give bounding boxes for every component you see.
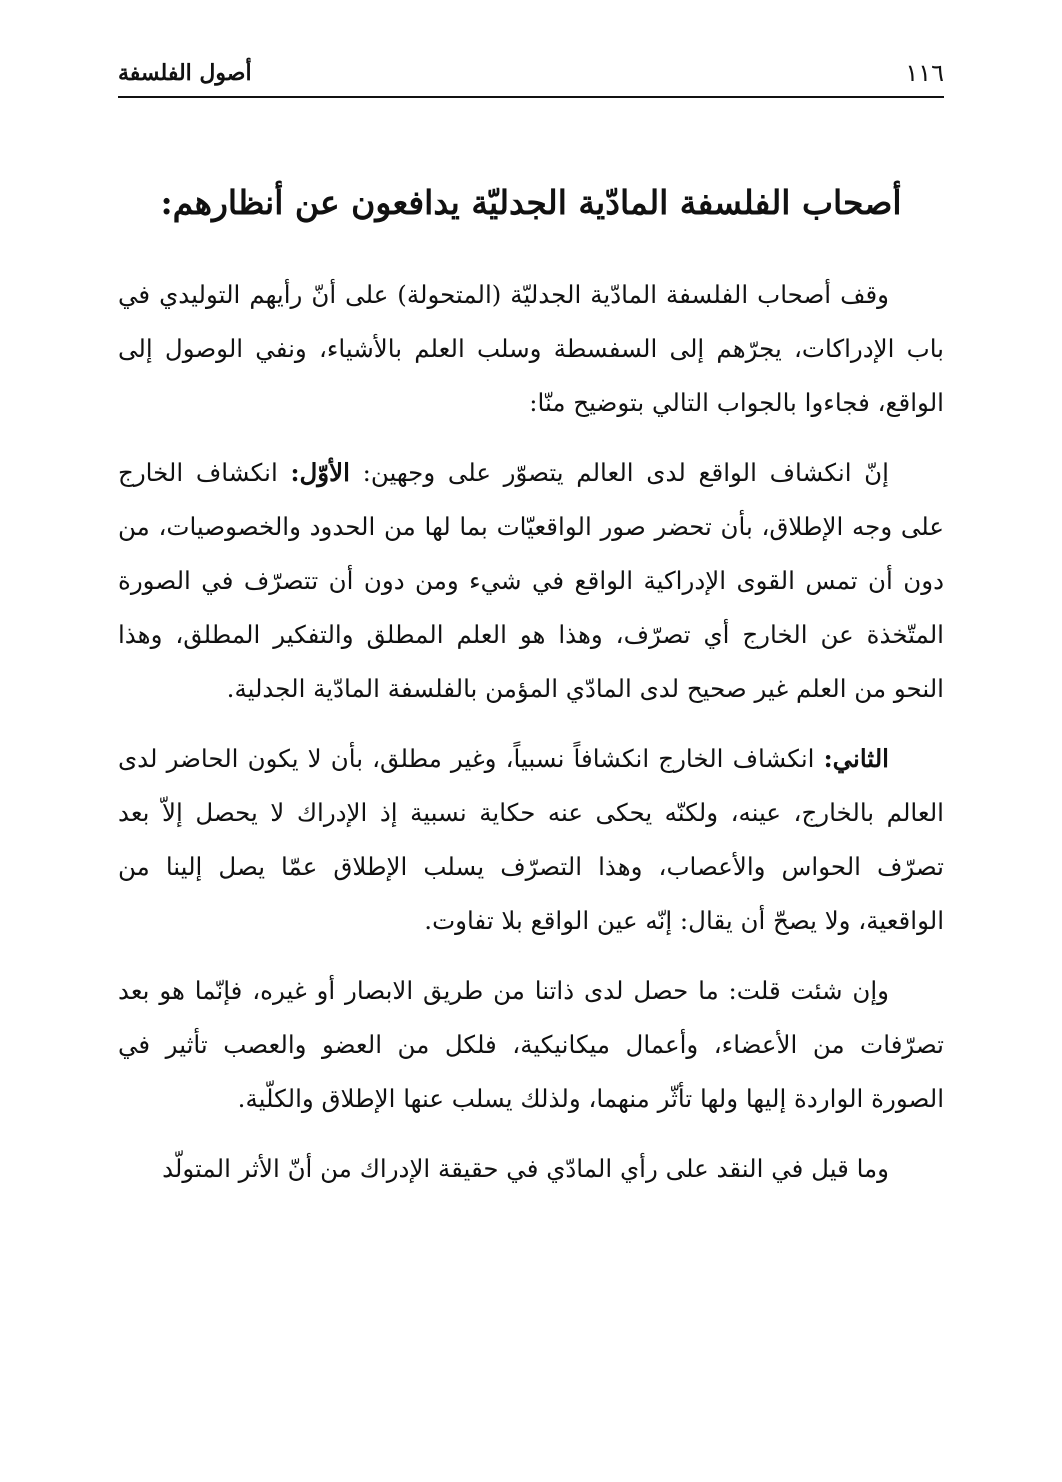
paragraph-text: وقف أصحاب الفلسفة المادّية الجدليّة (المتحولة) على أنّ رأيهم التوليدي في باب الإدراكات، يجرّهم إلى السفسطة وسلب العلم بالأشياء، ونفي الوصول إلى الواقع، فجاءوا بالجواب التالي بتوضيح منّا: [118, 280, 944, 417]
paragraph-restatement [118, 964, 944, 1126]
term-second: الثاني: [823, 744, 889, 773]
paragraph-text: إنّ انكشاف الواقع لدى العالم يتصوّر على وجهين: [362, 458, 889, 487]
term-first: الأوّل: [290, 458, 350, 487]
page-number: ١١٦ [905, 59, 944, 87]
paragraph-second-aspect [118, 732, 944, 948]
paragraph-text: انكشاف الخارج انكشافاً نسبياً، وغير مطلق، بأن لا يكون الحاضر لدى العالم بالخارج، عينه، ولكنّه يحكى عنه حكاية نسبية إذ الإدراك لا يحصل إلاّ بعد تصرّف الحواس والأعصاب، وهذا التصرّف يسلب الإطلاق عمّا يصل إلينا من الواقعية، ولا يصحّ أن يقال: إنّه عين الواقع بلا تفاوت. [118, 744, 944, 935]
paragraph-text: وما قيل في النقد على رأي المادّي في حقيقة الإدراك من أنّ الأثر المتولّد [162, 1154, 889, 1183]
running-header [118, 50, 944, 98]
paragraph-critique-start [118, 1142, 944, 1196]
paragraph-first-aspect [118, 446, 944, 716]
paragraph-text: وإن شئت قلت: ما حصل لدى ذاتنا من طريق الابصار أو غيره، فإنّما هو بعد تصرّفات من الأعضاء، وأعمال ميكانيكية، فلكل من العضو والعصب تأثير في الصورة الواردة إليها ولها تأثّر منهما، ولذلك يسلب عنها الإطلاق والكلّية. [118, 976, 944, 1113]
paragraph-intro [118, 268, 944, 430]
body-text [118, 268, 944, 1212]
section-heading: أصحاب الفلسفة المادّية الجدليّة يدافعون عن أنظارهم: [160, 183, 902, 222]
book-title: أصول الفلسفة [118, 60, 252, 86]
paragraph-text: انكشاف الخارج على وجه الإطلاق، بأن تحضر صور الواقعيّات بما لها من الحدود والخصوصيات، من دون أن تمس القوى الإدراكية الواقع في شيء ومن دون أن تتصرّف في الصورة المتّخذة عن الخارج أي تصرّف، وهذا هو العلم المطلق والتفكير المطلق، وهذا النحو من العلم غير صحيح لدى المادّي المؤمن بالفلسفة المادّية الجدلية. [118, 458, 944, 703]
